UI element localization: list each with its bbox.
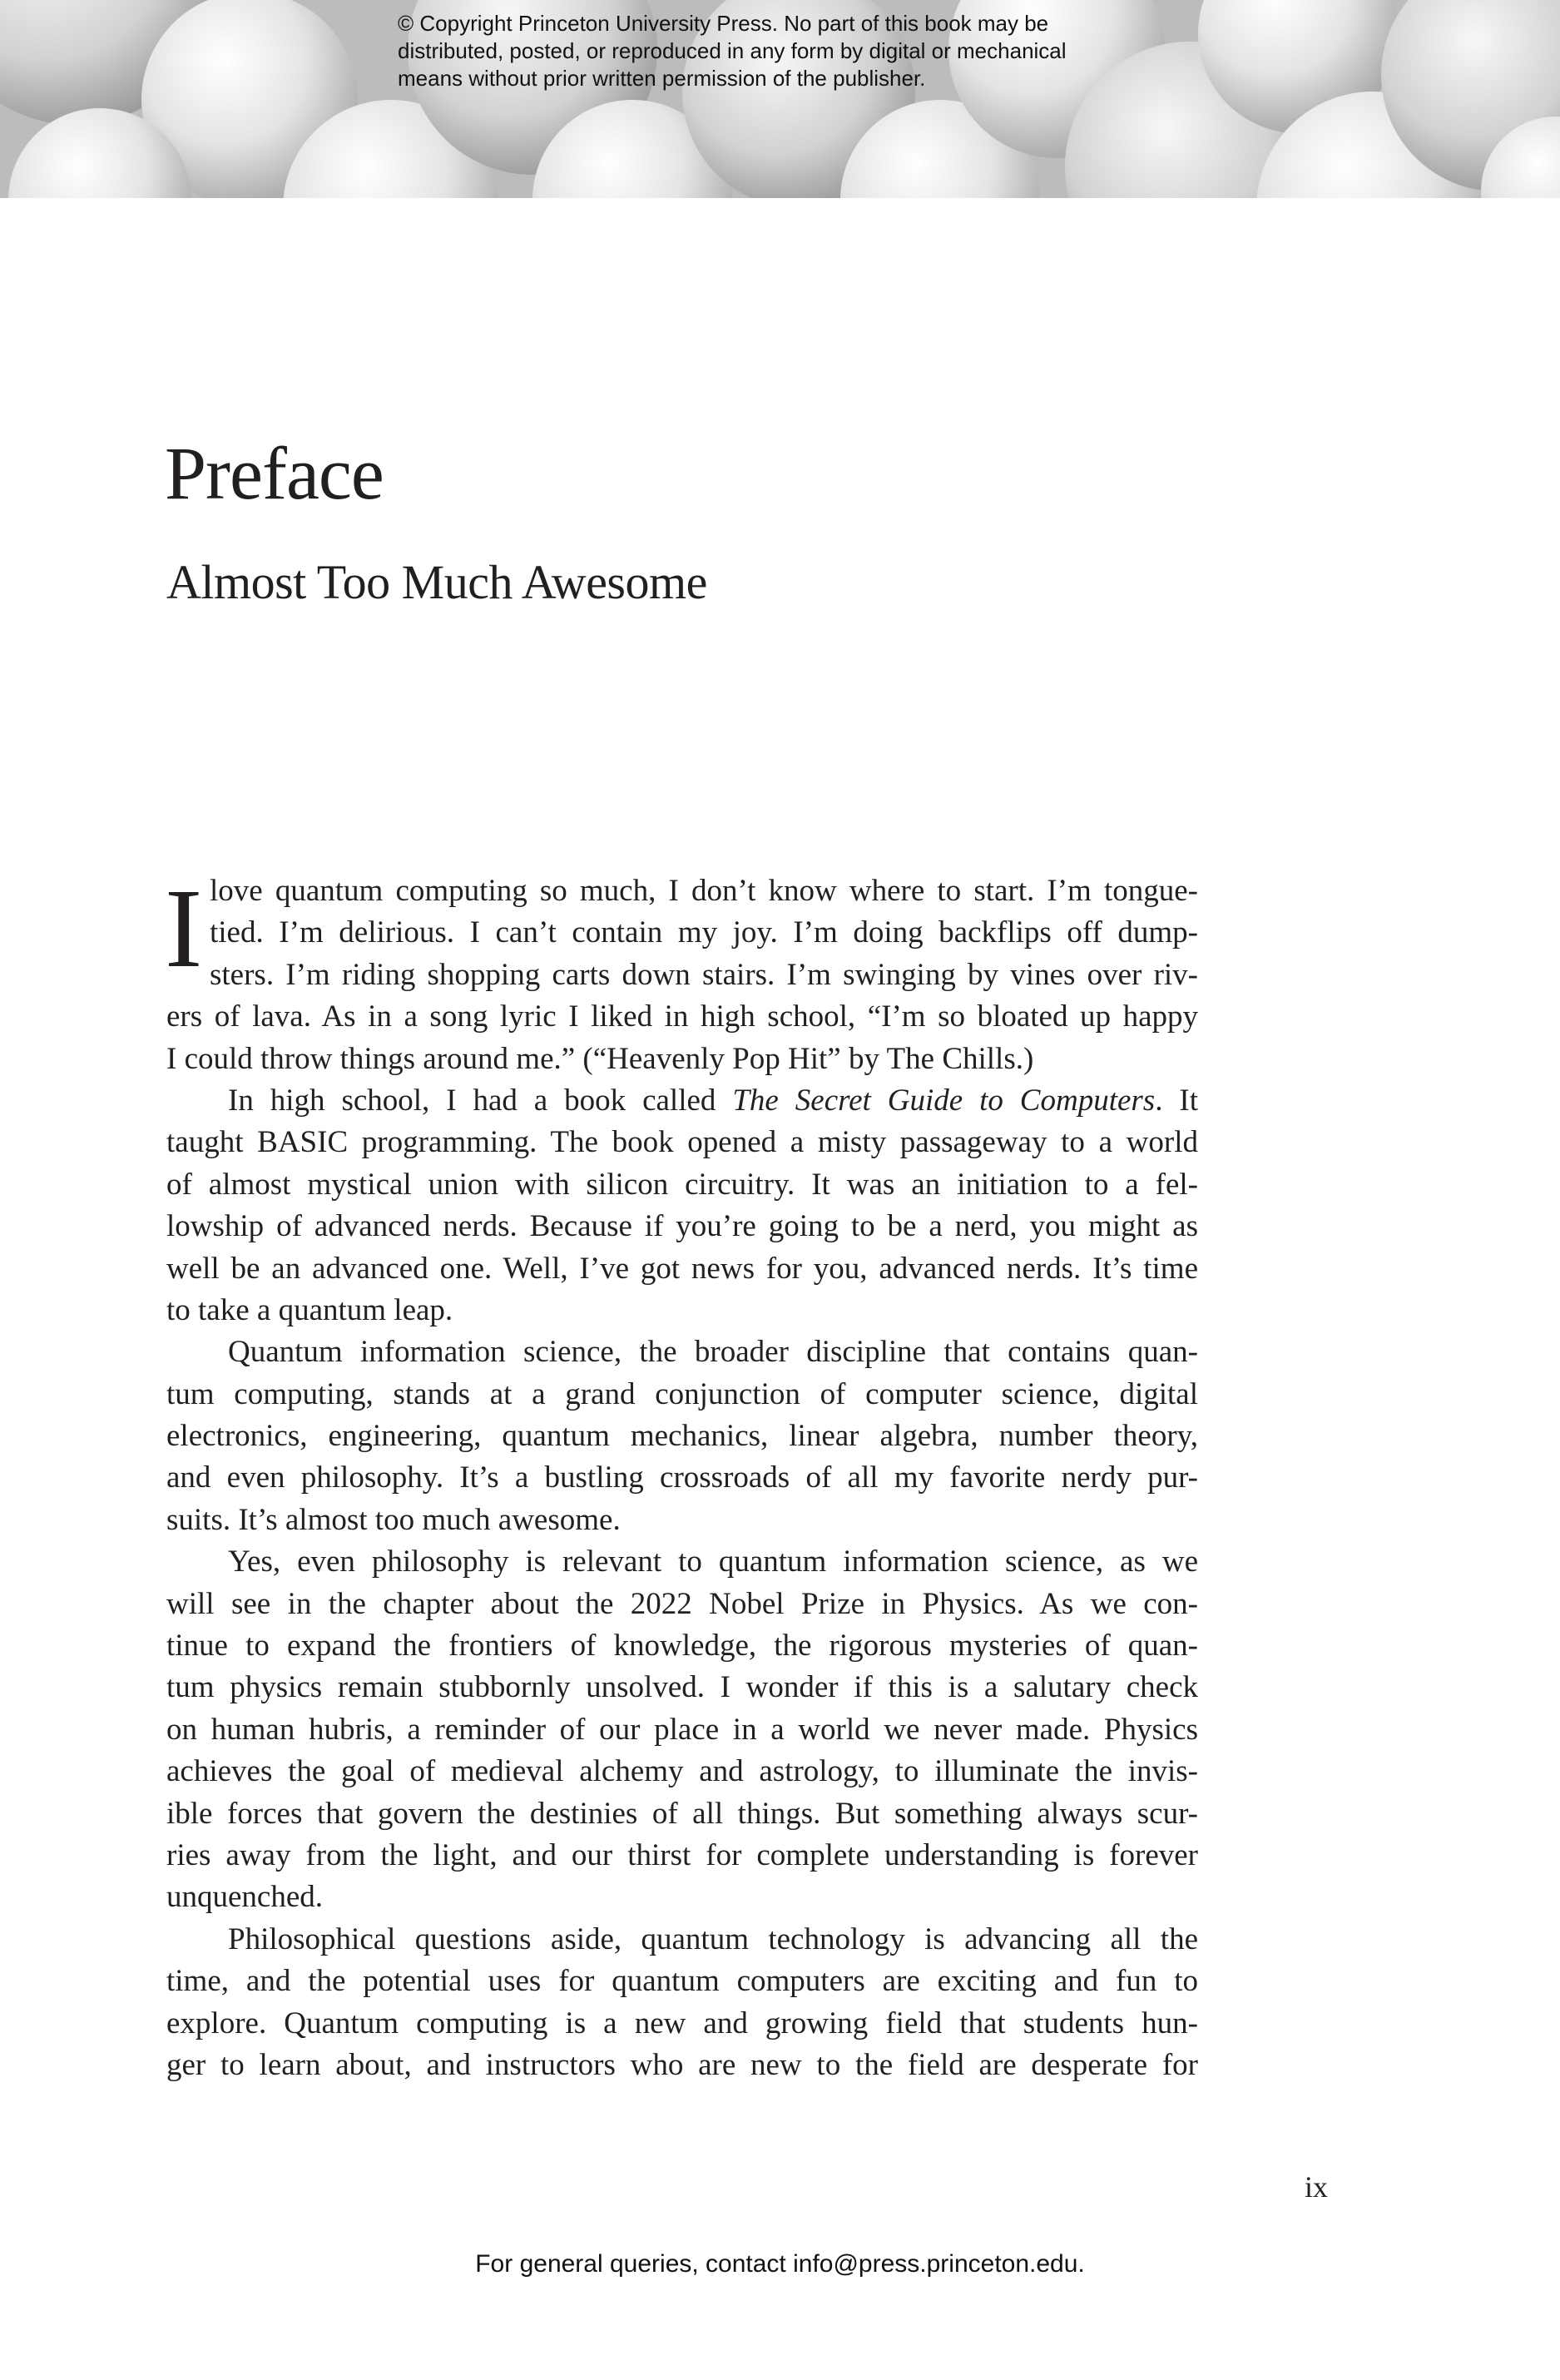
paragraph-5 — [166, 1919, 1198, 2087]
body-text — [165, 866, 1198, 2086]
text-line: tum physics remain stubbornly unsolved. I wonder if this is a salutary check — [166, 1670, 1198, 1705]
text-line: tum computing, stands at a grand conjunction of computer science, digital — [166, 1376, 1198, 1411]
text-line: ible forces that govern the destinies of all things. But something always scur- — [166, 1796, 1198, 1831]
text-line: Philosophical questions aside, quantum technology is advancing all the — [228, 1921, 1198, 1956]
text-line: achieves the goal of medieval alchemy and astrology, to illuminate the invis- — [166, 1754, 1198, 1789]
text-line: tied. I’m delirious. I can’t contain my joy. I’m doing backflips off dump- — [210, 915, 1198, 950]
decorative-sphere-banner — [0, 0, 1560, 198]
text-line: time, and the potential uses for quantum computers are exciting and fun to — [166, 1964, 1198, 1999]
text-line: Quantum information science, the broader discipline that contains quan- — [228, 1335, 1198, 1370]
text-line: well be an advanced one. Well, I’ve got news for you, advanced nerds. It’s time — [166, 1251, 1198, 1286]
text-line: on human hubris, a reminder of our place in a world we never made. Physics — [166, 1712, 1198, 1747]
book-title: The Secret Guide to Computers — [732, 1083, 1156, 1118]
text-line: unquenched. — [166, 1880, 324, 1915]
text-line: suits. It’s almost too much awesome. — [166, 1502, 621, 1537]
chapter-subtitle: Almost Too Much Awesome — [166, 555, 707, 609]
text-line: ers of lava. As in a song lyric I liked in high school, “I’m so bloated up happy — [166, 999, 1198, 1034]
paragraph-4 — [166, 1541, 1198, 1919]
text-line: love quantum computing so much, I don’t know where to start. I’m tongue- — [210, 874, 1198, 908]
footer-contact: For general queries, contact info@press.princeton.edu. — [475, 2250, 1085, 2278]
page-number: ix — [1305, 2170, 1329, 2204]
drop-cap: I — [165, 866, 203, 991]
text-line: to take a quantum leap. — [166, 1292, 453, 1327]
text-run: In high school, I had a book called — [228, 1083, 733, 1118]
text-line — [166, 1080, 1198, 1122]
paragraph-3 — [166, 1331, 1198, 1541]
text-line: tinue to expand the frontiers of knowledge, the rigorous mysteries of quan- — [166, 1629, 1198, 1664]
text-line: will see in the chapter about the 2022 Nobel Prize in Physics. As we con- — [166, 1586, 1198, 1621]
copyright-notice — [398, 10, 1180, 92]
text-line: explore. Quantum computing is a new and growing field that students hun- — [166, 2006, 1198, 2040]
chapter-title: Preface — [165, 433, 384, 515]
text-line: lowship of advanced nerds. Because if you’re going to be a nerd, you might as — [166, 1209, 1198, 1244]
text-line: ger to learn about, and instructors who are new to the field are desperate for — [166, 2047, 1198, 2082]
text-line: electronics, engineering, quantum mechanics, linear algebra, number theory, — [166, 1419, 1198, 1454]
text-line: taught BASIC programming. The book opened a misty passageway to a world — [166, 1125, 1198, 1160]
text-line: ries away from the light, and our thirst for complete understanding is forever — [166, 1837, 1198, 1872]
copyright-line: distributed, posted, or reproduced in any form by digital or mechanical — [398, 38, 1067, 63]
paragraph-1 — [165, 866, 1198, 1080]
text-run: . It — [1155, 1083, 1198, 1118]
text-line: I could throw things around me.” (“Heavenly Pop Hit” by The Chills.) — [166, 1041, 1034, 1076]
copyright-line: © Copyright Princeton University Press. No part of this book may be — [398, 11, 1049, 36]
text-line: and even philosophy. It’s a bustling crossroads of all my favorite nerdy pur- — [166, 1460, 1198, 1495]
text-line: Yes, even philosophy is relevant to quantum information science, as we — [228, 1545, 1198, 1579]
paragraph-2 — [166, 1080, 1198, 1331]
copyright-line: means without prior written permission of the publisher. — [398, 66, 926, 91]
text-line: of almost mystical union with silicon circuitry. It was an initiation to a fel- — [166, 1167, 1198, 1202]
text-line: sters. I’m riding shopping carts down stairs. I’m swinging by vines over riv- — [210, 957, 1198, 992]
